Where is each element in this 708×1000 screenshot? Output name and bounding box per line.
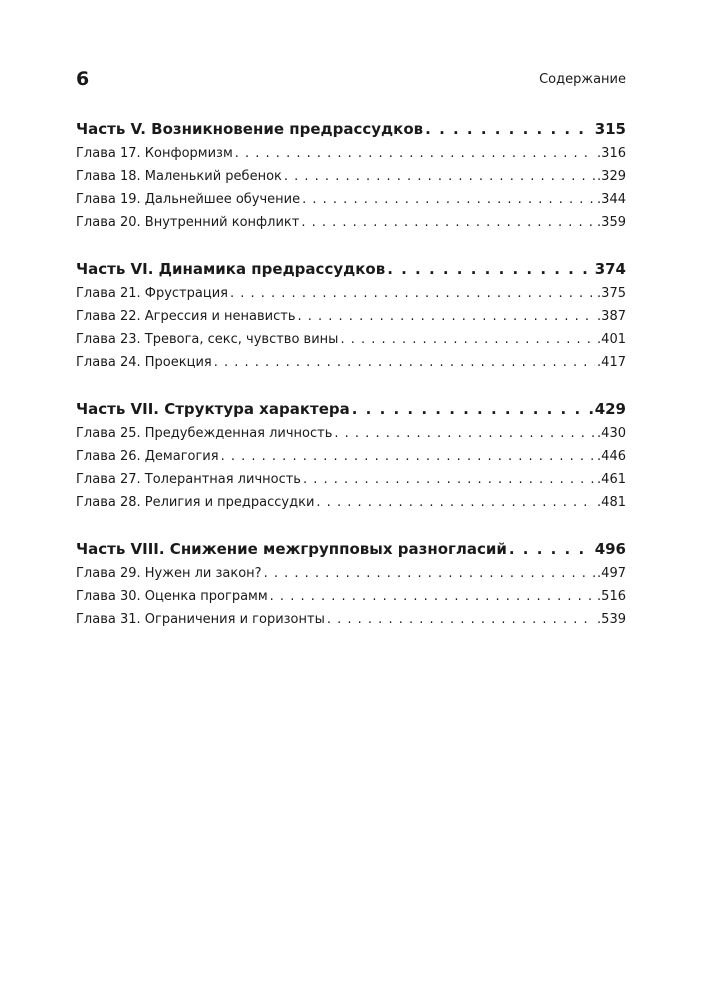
chapter-page: .329 — [597, 169, 626, 184]
part-page: 374 — [594, 260, 626, 278]
toc-part — [76, 260, 626, 378]
part-page: 315 — [594, 120, 626, 138]
chapter-entry[interactable] — [76, 169, 626, 192]
dot-leader — [425, 120, 593, 138]
part-entry[interactable] — [76, 400, 626, 424]
dot-leader — [303, 472, 595, 487]
chapter-page: .375 — [597, 286, 626, 301]
chapter-page: .461 — [597, 472, 626, 487]
chapter-page: .446 — [597, 449, 626, 464]
chapter-page: .497 — [597, 566, 626, 581]
chapter-page: .359 — [597, 215, 626, 230]
dot-leader — [270, 589, 595, 604]
dot-leader — [235, 146, 595, 161]
chapter-page: .316 — [597, 146, 626, 161]
chapter-entry[interactable] — [76, 589, 626, 612]
dot-leader — [302, 192, 595, 207]
dot-leader — [221, 449, 595, 464]
dot-leader — [340, 332, 595, 347]
dot-leader — [284, 169, 595, 184]
chapter-entry[interactable] — [76, 192, 626, 215]
chapter-entry[interactable] — [76, 449, 626, 472]
chapter-entry[interactable] — [76, 332, 626, 355]
part-title: Часть VIII. Снижение межгрупповых разногласий — [76, 540, 507, 558]
dot-leader — [297, 309, 595, 324]
chapter-title: Глава 25. Предубежденная личность — [76, 426, 333, 441]
dot-leader — [264, 566, 595, 581]
chapter-page: .344 — [597, 192, 626, 207]
chapter-entry[interactable] — [76, 566, 626, 589]
part-entry[interactable] — [76, 540, 626, 564]
chapter-page: .481 — [597, 495, 626, 510]
chapter-title: Глава 26. Демагогия — [76, 449, 219, 464]
dot-leader — [334, 426, 595, 441]
chapter-title: Глава 23. Тревога, секс, чувство вины — [76, 332, 339, 347]
dot-leader — [352, 400, 593, 418]
part-title: Часть VI. Динамика предрассудков — [76, 260, 386, 278]
chapter-entry[interactable] — [76, 355, 626, 378]
chapter-page: .417 — [597, 355, 626, 370]
dot-leader — [387, 260, 592, 278]
chapter-title: Глава 30. Оценка программ — [76, 589, 268, 604]
chapter-entry[interactable] — [76, 612, 626, 635]
chapter-page: .539 — [597, 612, 626, 627]
part-title: Часть VII. Структура характера — [76, 400, 350, 418]
chapter-entry[interactable] — [76, 309, 626, 332]
dot-leader — [327, 612, 595, 627]
chapter-entry[interactable] — [76, 426, 626, 449]
part-entry[interactable] — [76, 120, 626, 144]
chapter-page: .401 — [597, 332, 626, 347]
chapter-entry[interactable] — [76, 495, 626, 518]
chapter-entry[interactable] — [76, 286, 626, 309]
chapter-title: Глава 17. Конформизм — [76, 146, 233, 161]
chapter-page: .516 — [597, 589, 626, 604]
part-page: 429 — [594, 400, 626, 418]
chapter-title: Глава 31. Ограничения и горизонты — [76, 612, 325, 627]
chapter-page: .387 — [597, 309, 626, 324]
toc-part — [76, 120, 626, 238]
page-number: 6 — [76, 68, 90, 90]
table-of-contents — [76, 120, 626, 657]
dot-leader — [301, 215, 595, 230]
chapter-entry[interactable] — [76, 472, 626, 495]
dot-leader — [316, 495, 595, 510]
dot-leader — [230, 286, 595, 301]
chapter-title: Глава 27. Толерантная личность — [76, 472, 301, 487]
chapter-title: Глава 20. Внутренний конфликт — [76, 215, 300, 230]
toc-part — [76, 400, 626, 518]
chapter-entry[interactable] — [76, 215, 626, 238]
toc-part — [76, 540, 626, 635]
chapter-title: Глава 28. Религия и предрассудки — [76, 495, 315, 510]
part-page: 496 — [594, 540, 626, 558]
chapter-title: Глава 29. Нужен ли закон? — [76, 566, 262, 581]
running-head: Содержание — [539, 72, 626, 87]
part-entry[interactable] — [76, 260, 626, 284]
chapter-page: .430 — [597, 426, 626, 441]
chapter-title: Глава 22. Агрессия и ненависть — [76, 309, 296, 324]
chapter-entry[interactable] — [76, 146, 626, 169]
part-title: Часть V. Возникновение предрассудков — [76, 120, 424, 138]
chapter-title: Глава 18. Маленький ребенок — [76, 169, 282, 184]
chapter-title: Глава 19. Дальнейшее обучение — [76, 192, 301, 207]
chapter-title: Глава 21. Фрустрация — [76, 286, 228, 301]
chapter-title: Глава 24. Проекция — [76, 355, 212, 370]
dot-leader — [214, 355, 595, 370]
dot-leader — [509, 540, 593, 558]
